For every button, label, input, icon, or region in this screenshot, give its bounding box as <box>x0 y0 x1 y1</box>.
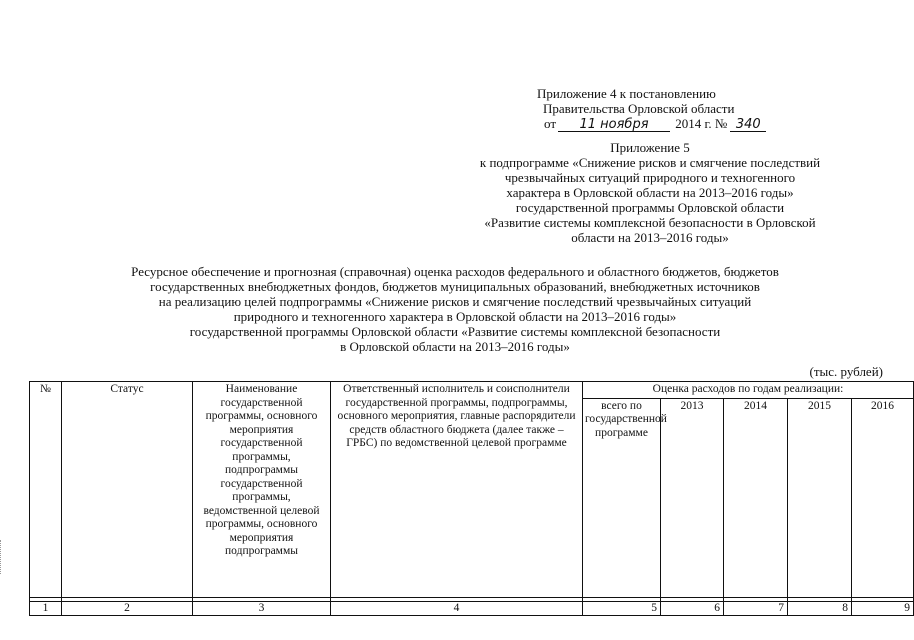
header-year-2013: 2013 <box>661 398 724 597</box>
column-number: 3 <box>193 601 331 616</box>
appendix-date-line <box>470 116 770 132</box>
scan-edge-mark <box>0 540 3 574</box>
column-number: 9 <box>852 601 914 616</box>
document-title <box>60 264 850 354</box>
subprogram-line: к подпрограмме «Снижение рисков и смягчение последствий <box>479 155 821 170</box>
title-line: Ресурсное обеспечение и прогнозная (справочная) оценка расходов федерального и областного бюджетов, бюджетов <box>131 264 779 279</box>
subprogram-reference <box>440 140 860 245</box>
header-executor: Ответственный исполнитель и соисполнители государственной программы, подпрограммы, основного мероприятия, главные распорядители средств областного бюджета (далее также – ГРБС) по ведомственной целевой программе <box>331 382 583 598</box>
title-line: на реализацию целей подпрограммы «Снижение рисков и смягчение последствий чрезвычайных ситуаций <box>158 294 752 309</box>
subprogram-line: Приложение 5 <box>610 140 690 155</box>
column-number: 8 <box>788 601 852 616</box>
subprogram-line: области на 2013–2016 годы» <box>571 230 729 245</box>
appendix-line-1: Приложение 4 к постановлению <box>537 86 716 101</box>
header-status: Статус <box>62 382 193 598</box>
resource-table <box>29 381 914 616</box>
header-name: Наименование государственной программы, основного мероприятия государственной программы, подпрограммы государственной программы, ведомственной целевой программы, основного мероприятия подпрограммы <box>193 382 331 598</box>
header-year-2015: 2015 <box>788 398 852 597</box>
year-text: 2014 г. № <box>675 116 728 131</box>
title-line: в Орловской области на 2013–2016 годы» <box>340 339 570 354</box>
appendix-header <box>470 86 770 132</box>
title-line: государственных внебюджетных фондов, бюджетов муниципальных образований, внебюджетных источников <box>150 279 760 294</box>
header-year-2014: 2014 <box>724 398 788 597</box>
title-line: государственной программы Орловской области «Развитие системы комплексной безопасности <box>189 324 721 339</box>
handwritten-number: 340 <box>730 118 766 132</box>
column-number: 2 <box>62 601 193 616</box>
units-label: (тыс. рублей) <box>809 364 883 379</box>
handwritten-date: 11 ноября <box>558 118 670 132</box>
header-year-2016: 2016 <box>852 398 914 597</box>
column-number: 1 <box>30 601 62 616</box>
subprogram-line: государственной программы Орловской области <box>515 200 785 215</box>
column-number: 7 <box>724 601 788 616</box>
header-total: всего по государственной программе <box>583 398 661 597</box>
header-number: № <box>30 382 62 598</box>
subprogram-line: чрезвычайных ситуаций природного и техногенного <box>504 170 796 185</box>
title-line: природного и техногенного характера в Орловской области на 2013–2016 годы» <box>233 309 677 324</box>
column-number: 4 <box>331 601 583 616</box>
column-number: 6 <box>661 601 724 616</box>
subprogram-line: характера в Орловской области на 2013–2016 годы» <box>506 185 794 200</box>
column-number: 5 <box>583 601 661 616</box>
header-estimate: Оценка расходов по годам реализации: <box>583 382 914 399</box>
appendix-line-2: Правительства Орловской области <box>543 101 735 116</box>
from-label: от <box>544 116 557 131</box>
subprogram-line: «Развитие системы комплексной безопасности в Орловской <box>484 215 816 230</box>
